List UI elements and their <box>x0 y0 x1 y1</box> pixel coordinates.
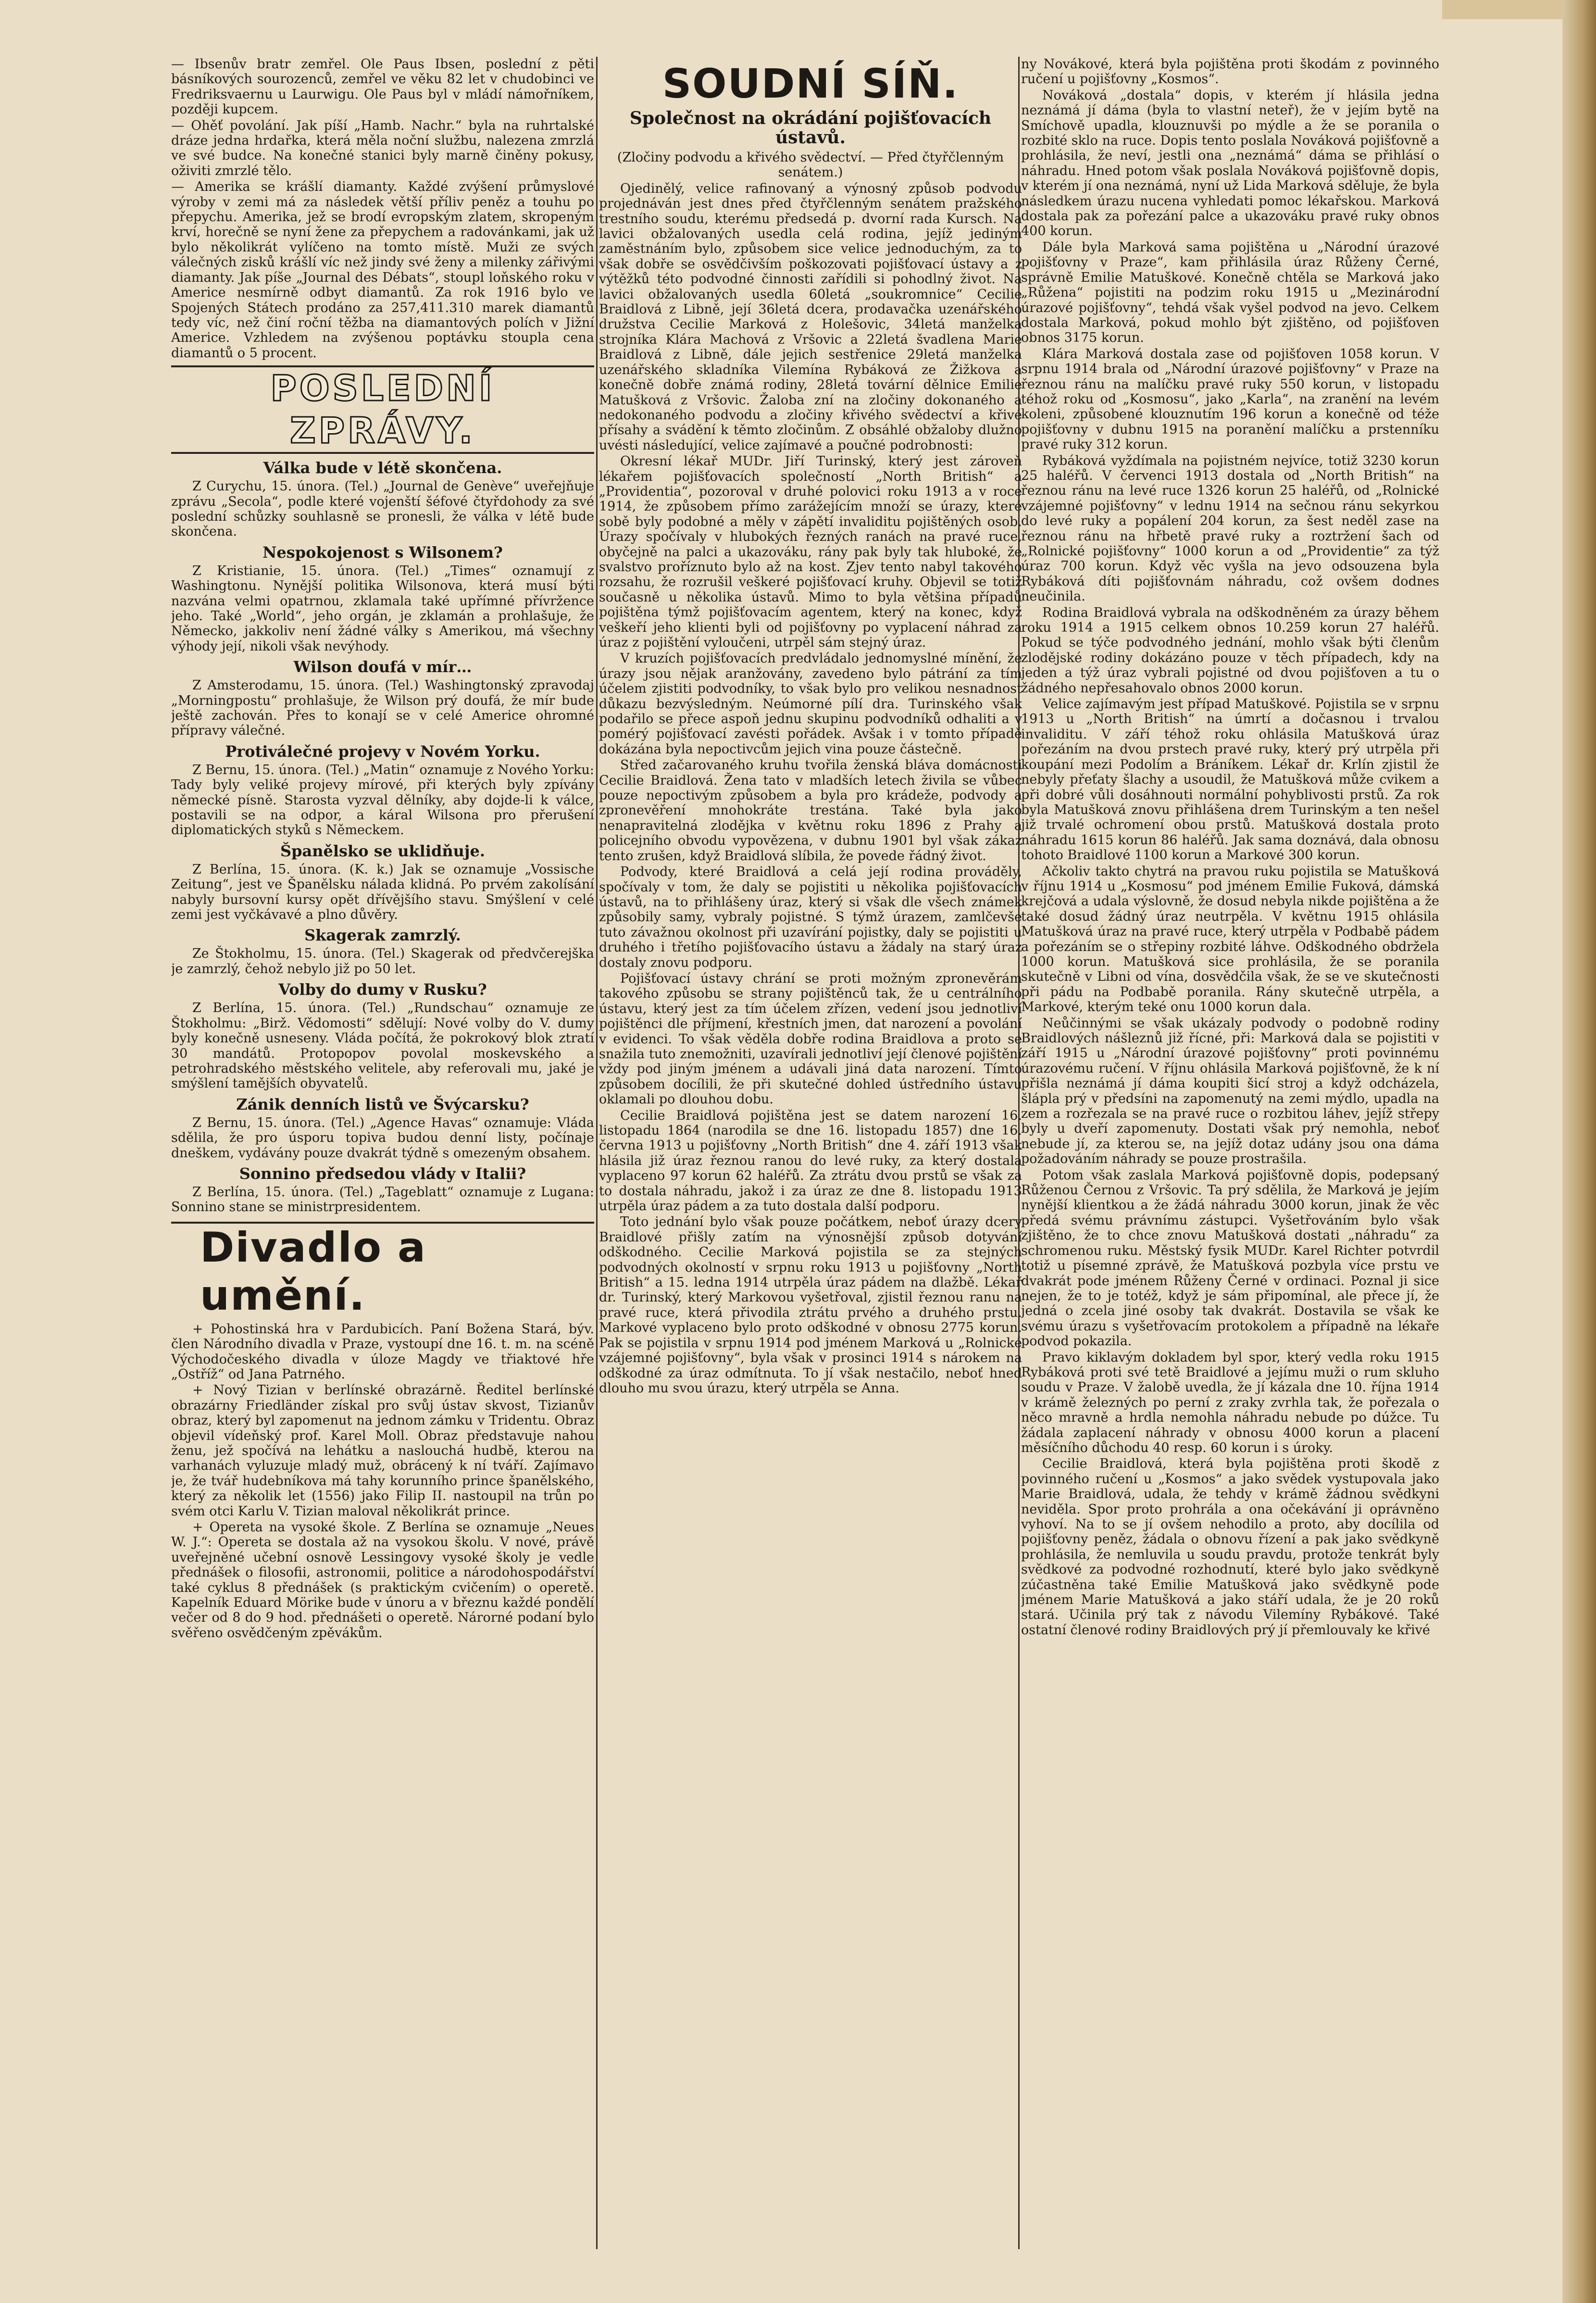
news-text-6: Ze Štokholmu, 15. února. (Tel.) Skagerak od předvčerejška je zamrzlý, čehož nebylo již po 50 let. <box>171 946 594 976</box>
news-head-7: Volby do dumy v Rusku? <box>278 980 487 999</box>
news-head-6: Skagerak zamrzlý. <box>304 926 461 945</box>
news-text-3: Z Amsterodamu, 15. února. (Tel.) Washingtonský zpravodaj „Morningpostu“ prohlašuje, že Wilson prý doufá, že mír bude ještě zachován. Přes to konají se v celé Americe ohromné přípravy válečné. <box>171 678 594 738</box>
court-cont-paragraph-9: Neůčinnými se však ukázaly podvody o podobně rodiny Braidlových nášleznů již řícné, při: Marková dala se pojistiti v září 1915 u „Národní úrazové pojišťovny“ proti povinnému úrazovému ručení. V říjnu ohlásila Marková pojišťovně, že k ní přišla neznámá jí dáma koupiti šicí stroj a když odcházela, šlápla prý v předsíni na zapomenutý na zemi mýdlo, upadla na zem a rozřezala se na pravé ruce o rozbitou láhev, jejíž střepy byly u dveří zapomenuty. Dostati však prý nemohla, neboť nebude jí, za kterou se, na jejíž dotaz udány jsou ona dáma požadováním náhrady se pouze prostrašila. <box>1021 1015 1439 1167</box>
news-text-7: Z Berlína, 15. února. (Tel.) „Rundschau“ oznamuje ze Štokholmu: „Birž. Vědomosti“ sdělují: Nové volby do V. dumy byly konečně usneseny. Vláda počítá, že pokrokový blok ztratí 30 mandátů. Protopopov povolal moskevského a petrohradského městského velitele, aby referovali mu, jaké je smýšlení tamějších obyvatelů. <box>171 1001 594 1091</box>
news-text-4: Z Bernu, 15. února. (Tel.) „Matin“ oznamuje z Nového Yorku: Tady byly veliké projevy mírové, při kterých byly zpívány německé písně. Starosta vyzval dělníky, aby dojde-li k válce, postavili se na odpor, a káral Wilsona pro přerušení diplomatických styků s Německem. <box>171 762 594 838</box>
column-rule-1 <box>596 57 598 2249</box>
theatre-title: Divadlo a umění. <box>171 1222 594 1320</box>
brief-victim: — Ohěť povolání. Jak píší „Hamb. Nachr.“ byla na ruhrtalské dráze jedna hrdařka, která měla noční službu, nalezena zmrzlá ve své budce. Na konečné stanici byly marně činěny pokusy, oživiti zmrzlé tělo. <box>171 118 594 178</box>
news-head-2: Nespokojenost s Wilsonem? <box>262 543 503 562</box>
court-cont-paragraph-1: ny Novákové, která byla pojištěna proti škodám z povinného ručení u pojišťovny „Kosmos“. <box>1021 57 1439 87</box>
news-text-2: Z Kristianie, 15. února. (Tel.) „Times“ oznamují z Washingtonu. Nynější politika Wilsonova, která musí býti nazvána velmi opatrnou, zklamala také upřímné přívržence jeho. Také „World“, jeho orgán, je zklamán a prohlašuje, že Německo, jakkoliv není žádné války s Amerikou, má všechny výhody její, nikoli však nevýhody. <box>171 563 594 654</box>
court-paragraph-6: Pojišťovací ústavy chrání se proti možným zpronevěrám takového způsobu se strany pojištěnců tak, že u centrálního ústavu, který jest za tím účelem zřízen, vedení jsou jednotliví pojištěnci dle příjmení, křestních jmen, dat narození a povolání v evidenci. To však věděla dobře rodina Braidlova a proto se snažila tuto znemožniti, uzavírali jednotliví její členové pojištění vždy pod jiným jménem a udávali jiná data narození. Tímto způsobem docílili, že při skutečné dohled ústředního ústavu oklamali po dlouhou dobu. <box>599 971 1022 1107</box>
court-title: SOUDNÍ SÍŇ. <box>662 60 959 107</box>
court-cont-paragraph-11: Pravo kiklavým dokladem byl spor, který vedla roku 1915 Rybáková proti své tetě Braidlové a jejímu muži o rum skluho soudu v Praze. V žalobě uvedla, že jí kázala dne 10. října 1914 v krámě železných po perní z zraky zvrhla tak, že pořezala o něco mravně a hrdla nemohla náhradu nebude po dúžce. Tu žádala zaplacení náhrady v obnosu 4000 korun a placení měsíčního důchodu 40 resp. 60 korun i s úroky. <box>1021 1350 1439 1455</box>
court-cont-paragraph-2: Nováková „dostala“ dopis, v kterém jí hlásila jedna neznámá jí dáma (byla to vlastní neteř), že v jejím bytě na Smíchově upadla, klouznuvši po mýdle a že se poranila o rozbité sklo na ruce. Dopis tento poslala Nováková pojišťovně a prohlásila, že neví, jestli ona „neznámá“ dáma se přihlásí o náhradu. Hned potom však poslala Nováková pojišťovně dopis, v kterém jí ona neznámá, nyní už Lida Marková sděluje, že byla následkem úrazu nucena vyhledati pomoc lékařskou. Marková dostala pak za pořezání palce a ukazováku pravé ruky obnos 400 korun. <box>1021 88 1439 239</box>
news-text-9: Z Berlína, 15. února. (Tel.) „Tageblatt“ oznamuje z Lugana: Sonnino stane se ministrpresidentem. <box>171 1184 594 1215</box>
court-paragraph-8: Toto jednání bylo však pouze počátkem, neboť úrazy dcery Braidlové přišly zatím na výnosnější způsob dotyvání odškodného. Cecilie Marková pojistila se za stejných podvodných okolností v srpnu roku 1913 u pojišťovny „North British“ a 15. ledna 1914 utrpěla úraz pádem na dlažbě. Lékař dr. Turinský, který Markovou vyšetřoval, zjistil řeznou ranu na pravé ruce, která přivodila ztrátu prvého a druhého prstu. Markové vyplaceno bylo proto odškodné v obnosu 2775 korun. Pak se pojistila v srpnu 1914 pod jménem Marková u „Rolnické vzájemné pojišťovny“, byla však v prosinci 1914 s nárokem na odškodné za úraz odmítnuta. To jí však nestačilo, neboť hned dlouho mu svou úrazu, který utrpěla se Anna. <box>599 1214 1022 1396</box>
court-lead: (Zločiny podvodu a křivého svědectví. — Před čtyřčlenným senátem.) <box>617 150 1004 180</box>
court-cont-paragraph-3: Dále byla Marková sama pojištěna u „Národní úrazové pojišťovny v Praze“, kam přihlásila úraz Růženy Černé, správně Emilie Matuškové. Konečně chtěla se Marková jako „Růžena“ pojistiti na podzim roku 1915 u „Mezinárodní úrazové pojišťovny“, tehdá však vyšel podvod na jevo. Celkem dostala Marková, pokud mohlo být zjištěno, od pojišťoven obnos 3175 korun. <box>1021 239 1439 346</box>
news-head-9: Sonnino předsedou vlády v Italii? <box>239 1164 526 1183</box>
court-paragraph-1: Ojedinělý, velice rafinovaný a výnosný způsob podvodu projednáván jest dnes před čtyřčlenným senátem pražského trestního soudu, kterému předsedá p. dvorní rada Kursch. Na lavici obžalovaných usedla celá rodina, jejíž jediným zaměstnáním bylo, způsobem sice velice jednoduchým, za to však dobře se osvědčivším poškozovati pojišťovací ústavy a z výtěžků této podvodné činnosti zařídili si pohodlný život. Na lavici obžalovaných usedla 60letá „soukromnice“ Cecilie Braidlová z Libně, její 36letá dcera, prodavačka uzenářského družstva Cecilie Marková z Holešovic, 34letá manželka strojníka Klára Machová z Vršovic a 22letá švadlena Marie Braidlová z Libně, dále jejich sestřenice 29letá manželka uzenářského skladníka Vilemína Rybáková ze Žižkova a konečně dobře známá rodiny, 28letá tovární dělnice Emilie Matušková z Vršovic. Žaloba zní na zločiny dokonaného a nedokonaného podvodu a zločiny křivého svědectví a křivé přísahy a svádění k těmto zločinům. Z obsáhlé obžaloby dlužno uvésti následující, velice zajímavé a poučné podrobnosti: <box>599 181 1022 453</box>
column-3 <box>1021 57 1439 2249</box>
news-head-3: Wilson doufá v mír… <box>293 658 472 676</box>
court-cont-paragraph-6: Rodina Braidlová vybrala na odškodněném za úrazy během roku 1914 a 1915 celkem obnos 10.259 korun 27 haléřů. Pokud se týče podvodného jednání, mohlo však býti členům zlodějské rodiny dokázáno pouze v těch případech, kdy na jeden a týž úraz vybrali pojistné od dvou pojišťoven a tu o žádného nepřesahovalo obnos 2000 korun. <box>1021 605 1439 696</box>
news-head-4: Protiválečné projevy v Novém Yorku. <box>225 742 540 761</box>
column-1 <box>171 57 594 2249</box>
news-head-8: Zánik denních listů ve Švýcarsku? <box>236 1095 529 1114</box>
court-paragraph-3: V kruzích pojišťovacích predvládalo jednomyslné mínění, že úrazy jsou nějak aranžovány, zavedeno bylo pátrání za tím účelem zjistiti podvodníky, to však bylo pro velikou nesnadnost důkazu bezvýsledným. Neúmorné pílí dra. Turinského však podařilo se přece aspoň jednu skupinu podvodníků odhaliti a v pomérý pojišťovací zavésti pořádek. Avšak i v tomto případě dokázána byla nepoctivcům jejich vina pouze částečně. <box>599 651 1022 757</box>
news-text-1: Z Curychu, 15. února. (Tel.) „Journal de Genève“ uveřejňuje zprávu „Secola“, podle které vojenští šéfové čtyřdohody za své poslední schůzky souhlasně se pronesli, že válka v létě bude skončena. <box>171 479 594 539</box>
page-edge <box>1562 0 1596 2303</box>
court-cont-paragraph-12: Cecilie Braidlová, která byla pojištěna proti škodě z povinného ručení u „Kosmos“ a jako svědek vystupovala jako Marie Braidlová, udala, že tehdy v krámě žádnou svědkyni neviděla. Spor proto prohrála a ona očekávání ji oprávněno vyhoví. Na to se jí ovšem nehodilo a proto, aby docílila od pojišťovny peněz, žádala o obnovu řízení a pak jako svědkyně prohlásila, že nemluvila u soudu pravdu, protože tenkrát byly svědkové za podvodné rozhodnutí, které bylo jako svědkyně zúčastněna také Emilie Matušková jako svědkyně pode jménem Marie Matušková a jako stáří udala, že je 20 roků stará. Učinila prý tak z návodu Vilemíny Rybákové. Také ostatní členové rodiny Braidlových prý jí přemlouvaly ke křivé <box>1021 1456 1439 1638</box>
court-subtitle: Společnost na okrádání pojišťovacích ústavů. <box>629 108 992 148</box>
news-head-1: Válka bude v létě skončena. <box>263 459 502 477</box>
court-cont-paragraph-8: Ačkoliv takto chytrá na pravou ruku pojistila se Matušková v říjnu 1914 u „Kosmosu“ pod jménem Emilie Fuková, dámská krejčová a udala výslovně, že dosud nebyla nikde pojištěna a že také dosud žádný úraz neutrpěla. V květnu 1915 ohlásila Matušková úraz na pravé ruce, který utrpěla v Podbabě pádem a pořezáním se o střepiny rozbité láhve. Odškodného obdržela 1000 korun. Matušková sice prohlásila, že se poranila skutečně v Libni od vína, dosvědčila však, že se ve skutečnosti při pádu na Podbabě poranila. Rány skutečně utrpěla, a Markové, kterým teké onu 1000 korun dala. <box>1021 864 1439 1015</box>
brief-america: — Amerika se krášlí diamanty. Každé zvýšení průmyslové výroby v zemi má za následek větší příliv peněz a touhu po přepychu. Amerika, jež se brodí evropským zlatem, skropeným krví, horečně se nyní žene za přepychem a radovánkami, jak už bylo několikrát vylíčeno na tomto místě. Muži ze svých válečných zisků krášlí víc než jindy své ženy a milenky zářivými diamanty. Jak píše „Journal des Débats“, stoupl loňského roku v Americe nesmírně odbyt diamantů. Za rok 1916 bylo ve Spojených Státech prodáno za 257,411.310 marek diamantů tedy víc, než činí roční těžba na diamantových polích v Jižní Americe. Vzhledem na zvýšenou poptávku stoupla cena diamantů o 5 procent. <box>171 179 594 361</box>
news-text-8: Z Bernu, 15. února. (Tel.) „Agence Havas“ oznamuje: Vláda sdělila, že pro úsporu topiva budou denní listy, počínaje dneškem, vydávány pouze dvakrát týdně s omezeným obsahem. <box>171 1115 594 1161</box>
court-cont-paragraph-10: Potom však zaslala Marková pojišťovně dopis, podepsaný Růženou Černou z Vršovic. Ta prý sdělila, že Marková je jejím nynější klientkou a že žádá náhradu 3000 korun, jinak že věc předá svému právnímu zástupci. Vyšetřováním bylo však zjištěno, že to chce znovu Matušková dostati „náhradu“ za schromenou ruku. Městský fysik MUDr. Karel Richter potvrdil totiž u písemné zprávě, že Matušková pozbyla více prstu ve dvakrát pode jménem Růženy Černé v ordinaci. Poznal ji sice nejen, že to je totéž, když je sám připomínal, ale přece jí, že jedná o zcela jiné osoby tak dvakrát. Dostavila se však ke svému úrazu s vyšetřovacím protokolem a případně na lékaře podvod pokazila. <box>1021 1167 1439 1349</box>
brief-ibsen: — Ibsenův bratr zemřel. Ole Paus Ibsen, poslední z pěti básníkových sourozenců, zemřel ve věku 82 let v chudobinci ve Fredriksvaernu u Laurwigu. Ole Paus byl v mládí námořníkem, později kupcem. <box>171 57 594 117</box>
court-cont-paragraph-4: Klára Marková dostala zase od pojišťoven 1058 korun. V srpnu 1914 brala od „Národní úrazové pojišťovny“ v Praze na řeznou ránu na malíčku pravé ruky 550 korun, v listopadu téhož roku od „Kosmosu“, jako „Karla“, na zranění na levém koleni, způsobené klouznutím 196 korun a konečně od téže pojišťovny v dubnu 1915 na poranění malíčku a prstenníku pravé ruky 312 korun. <box>1021 346 1439 452</box>
court-paragraph-2: Okresní lékař MUDr. Jiří Turinský, který jest zároveň lékařem pojišťovacích společností „North British“ a „Providentia“, pozoroval v druhé polovici roku 1913 a v roce 1914, že způsobem přímo zarážejícím množí se úrazy, které sobě byly podobné a měly v zápětí invaliditu pojištěných osob. Úrazy spočívaly v hlubokých řezných ranách na pravé ruce, obyčejně na palci a ukazováku, rány pak byly tak hluboké, že svalstvo proříznuto bylo až na kost. Zjev tento nabyl takového rozsahu, že rozrušil veškeré pojišťovací kruhy. Objevil se totiž současně u několika ústavů. Mimo to byla většina případů pojištěna týmž pojišťovacím agentem, který na konec, když veškeří jeho klienti byli od pojišťovny po vyplacení náhrad za úraz z pojištění vyloučeni, utrpěl sám stejný úraz. <box>599 454 1022 650</box>
column-2 <box>599 57 1022 2268</box>
court-paragraph-4: Střed začarovaného kruhu tvořila ženská bláva domácnosti Cecilie Braidlová. Žena tato v mladších letech živila se vůbec pouze nepoctivým způsobem a byla pro krádeže, podvody a zpronevěření mnohokráte trestána. Také byla jako nenapravitelná zlodějka v květnu roku 1896 z Prahy a policejního obvodu vypovězena, v dubnu 1901 byl však zákaz tento zrušen, když Braidlová slíbila, že povede řádný život. <box>599 758 1022 864</box>
theatre-item-1: + Pohostinská hra v Pardubicích. Paní Božena Stará, býv. člen Národního divadla v Praze, vystoupí dne 16. t. m. na scéně Východočeského divadla v úloze Magdy ve třiaktové hře „Ostříž“ od Jana Patrného. <box>171 1321 594 1382</box>
news-text-5: Z Berlína, 15. února. (K. k.) Jak se oznamuje „Vossische Zeitung“, jest ve Španělsku nálada klidná. Po prvém zakolísání nabyly bursovní kursy opět dřívějšího stavu. Smýšlení v celé zemi jest vyčkávavé a plno důvěry. <box>171 862 594 923</box>
torn-corner <box>1442 0 1562 19</box>
court-cont-paragraph-5: Rybáková vyždímala na pojistném nejvíce, totiž 3230 korun 25 haléřů. V červenci 1913 dostala od „North British“ na řeznou ránu na levé ruce 1326 korun 25 haléřů, od „Rolnické vzájemné pojišťovny“ v lednu 1914 na sečnou ránu sekyrkou do levé ruky a popálení 204 korun, za šest neděl zase na řeznou ránu na hřbetě pravé ruky a roztržení šach od „Rolnické pojišťovny“ 1000 korun a od „Providentie“ za týž úraz 700 korun. Když věc vyšla na jevo odsouzena byla Rybáková díti pojišťovnám náhradu, což ovšem dodnes neučinila. <box>1021 453 1439 604</box>
theatre-item-2: + Nový Tizian v berlínské obrazárně. Ředitel berlínské obrazárny Friedländer získal pro svůj ústav skvost, Tizianův obraz, který byl zapomenut na jednom zámku v Tridentu. Obraz objevil vídeňský prof. Karel Moll. Obraz představuje nahou ženu, jež spočívá na lehátku a naslouchá hudbě, kterou na varhanách vyluzuje mladý muž, obrácený k ní tváří. Zajímavo je, že tvář hudebníkova má tahy korunního prince španělského, který za několik let (1556) jako Filip II. nastoupil na trůn po svém otci Karlu V. Tizian maloval několikrát prince. <box>171 1383 594 1519</box>
news-head-5: Španělsko se uklidňuje. <box>280 841 485 860</box>
court-paragraph-5: Podvody, které Braidlová a celá její rodina prováděly, spočívaly v tom, že daly se pojistiti u několika pojišťovacích ústavů, na to přihlášeny úraz, který si však dle všech známek způsobily samy, vybraly pojistné. S týmž úrazem, zamlčevše tuto závažnou okolnost při uzavírání pojistky, daly se pojistiti u druhého i třetího pojišťovacího ústavu a žádaly na starý úraz dostaly znovu podporu. <box>599 864 1022 970</box>
theatre-item-3: + Opereta na vysoké škole. Z Berlína se oznamuje „Neues W. J.“: Opereta se dostala až na vysokou školu. V nové, právě uveřejněné učební osnově Lessingovy vysoké školy je vedle přednášek o filosofii, astronomii, politice a národohospodářství také cyklus 8 přednášek (s praktickým cvičením) o operetě. Kapelník Eduard Mörike bude v únoru a v březnu každé pondělí večer od 8 do 9 hod. přednášeti o operetě. Nárorné podaní bylo svěřeno osvědčeným zpěvákům. <box>171 1520 594 1640</box>
latest-news-title: POSLEDNÍ ZPRÁVY. <box>171 365 594 454</box>
court-paragraph-7: Cecilie Braidlová pojištěna jest se datem narození 16. listopadu 1864 (narodila se dne 16. listopadu 1857) dne 16. června 1913 u pojišťovny „North British“ dne 4. září 1913 však hlásila již úraz řeznou ranou do levé ruky, za který dostala vyplaceno 97 korun 62 haléřů. Za ztrátu dvou prstů se však za to dostala náhradu, jakož i za úraz ze dne 8. listopadu 1913 utrpěla úraz pádem a za tuto dostala další podporu. <box>599 1108 1022 1214</box>
court-cont-paragraph-7: Velice zajímavým jest případ Matuškové. Pojistila se v srpnu 1913 u „North British“ na úmrtí a dočasnou i trvalou invaliditu. V září téhož roku ohlásila Matušková úraz pořezáním na dvou prstech pravé ruky, který prý utrpěla při koupání mezi Podolím a Bráníkem. Lékař dr. Krlín zjistil že nebyly přeťaty šlachy a usoudil, že Matušková může cvikem a při dobré vůli dosáhnouti normální pohyblivosti prstů. Za rok byla Matušková znovu přihlášena drem Turinským a ten nešel již trvalé ochromení obou prstů. Matušková dostala proto náhradu 1615 korun 86 haléřů. Jak sama doznává, dala obnosu tohoto Braidlové 1100 korun a Markové 300 korun. <box>1021 697 1439 863</box>
